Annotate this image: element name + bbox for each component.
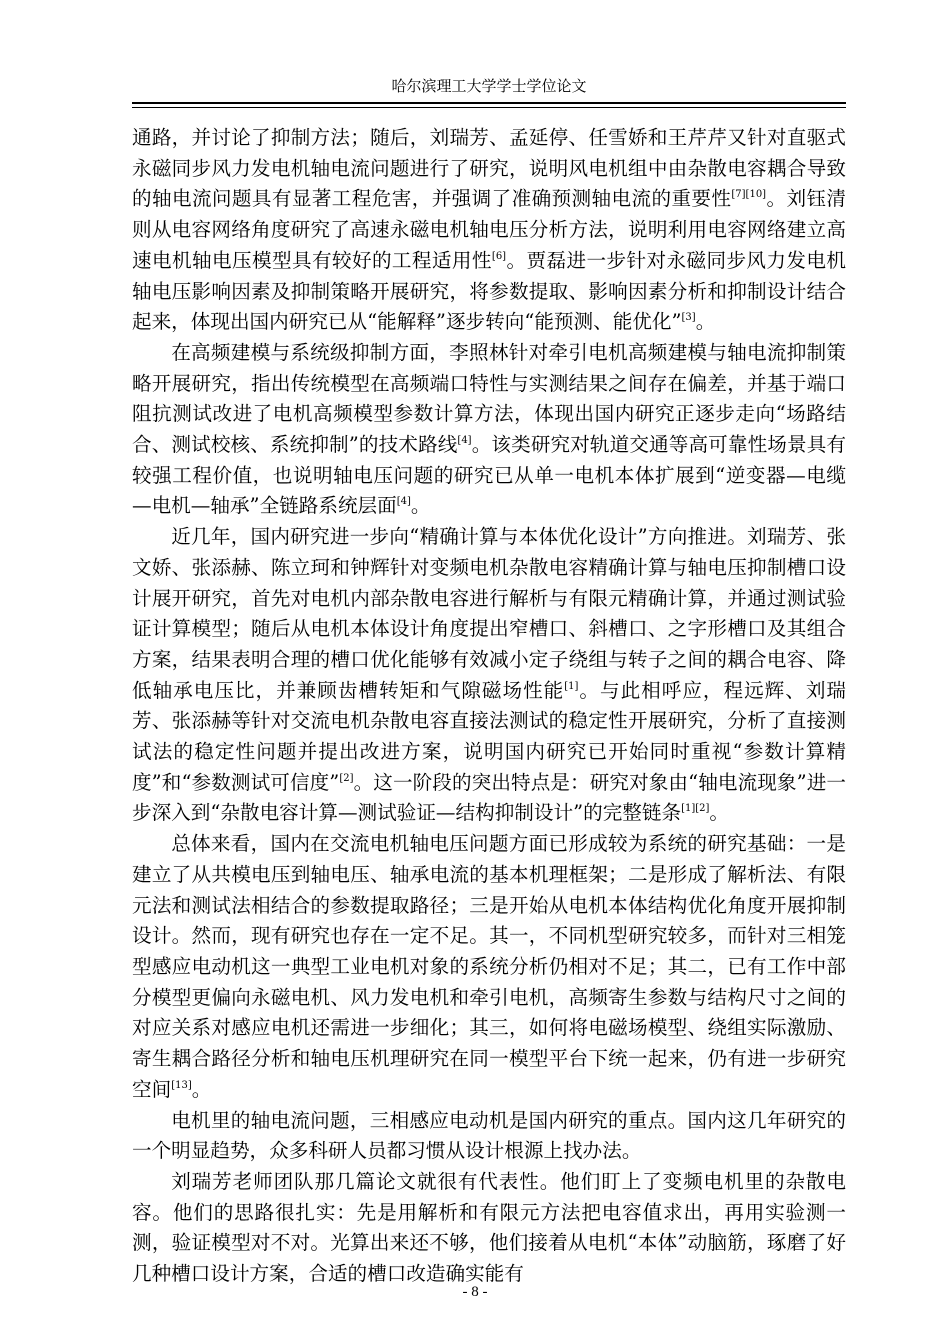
paragraph [132, 1167, 846, 1290]
paragraph-text: 总体来看，国内在交流电机轴电压问题方面已形成较为系统的研究基础：一是建立了从共模电压到轴电压、轴承电流的基本机理框架；二是形成了解析法、有限元法和测试法相结合的参数提取路径；三是开始从电机本体结构优化角度开展抑制设计。然而，现有研究也存在一定不足。其一，不同机型研究较多，而针对三相笼型感应电动机这一典型工业电机对象的系统分析仍相对不足；其二，已有工作中部分模型更偏向永磁电机、风力发电机和牵引电机，高频寄生参数与结构尺寸之间的对应关系对感应电机还需进一步细化；其三，如何将电磁场模型、绕组实际激励、寄生耦合路径分析和轴电压机理研究在同一模型平台下统一起来，仍有进一步研究空间 [132, 832, 846, 1101]
paragraph-text: 在高频建模与系统级抑制方面，李照林针对牵引电机高频建模与轴电流抑制策略开展研究，指出传统模型在高频端口特性与实测结果之间存在偏差，并基于端口阻抗测试改进了电机高频模型参数计算方法，体现出国内研究正逐步走向“场路结合、测试校核、系统抑制”的技术路线 [132, 340, 846, 457]
paragraph-text: 。 [191, 1077, 212, 1101]
citation-superscript: [7][10] [731, 189, 767, 201]
paragraph [132, 1106, 846, 1167]
citation-superscript: [3] [681, 312, 696, 324]
paragraph [132, 338, 846, 522]
paragraph [132, 123, 846, 338]
paragraph-text: 电机里的轴电流问题，三相感应电动机是国内研究的重点。国内这几年研究的一个明显趋势，众多科研人员都习惯从设计根源上找办法。 [132, 1108, 846, 1163]
paragraph-text: 通路，并讨论了抑制方法；随后，刘瑞芳、孟延停、任雪娇和王芹芹又针对直驱式永磁同步风力发电机轴电流问题进行了研究，说明风电机组中由杂散电容耦合导致的轴电流问题具有显著工程危害，并强调了准确预测轴电流的重要性 [132, 126, 846, 211]
page-number: - 8 - [462, 1284, 488, 1300]
citation-superscript: [4] [396, 496, 411, 508]
citation-superscript: [13] [171, 1079, 192, 1091]
paragraph-text: 。该类研究对轨道交通等高可靠性场景具有较强工程价值，也说明轴电压问题的研究已从单一电机本体扩展到“逆变器—电缆—电机—轴承”全链路系统层面 [132, 433, 846, 518]
citation-superscript: [1][2] [681, 803, 710, 815]
paragraph-text: 。 [695, 310, 716, 334]
paragraph [132, 522, 846, 829]
paragraph-text: 。这一阶段的突出特点是：研究对象由“轴电流现象”进一步深入到“杂散电容计算—测试验证—结构抑制设计”的完整链条 [132, 770, 846, 825]
running-header: 哈尔滨理工大学学士学位论文 [132, 74, 846, 104]
citation-superscript: [4] [457, 435, 472, 447]
paragraph-text: 。 [709, 801, 730, 825]
citation-superscript: [6] [491, 250, 507, 262]
body-text [132, 123, 846, 1290]
paragraph-text: 刘瑞芳老师团队那几篇论文就很有代表性。他们盯上了变频电机里的杂散电容。他们的思路很扎实：先是用解析和有限元方法把电容值求出，再用实验测一测，验证模型对不对。光算出来还不够，他们接着从电机“本体”动脑筋，琢磨了好几种槽口设计方案，合适的槽口改造确实能有 [132, 1169, 846, 1286]
citation-superscript: [1] [564, 680, 579, 692]
paragraph [132, 829, 846, 1105]
citation-superscript: [2] [339, 772, 354, 784]
paragraph-text: 。 [410, 494, 431, 518]
paragraph-text: 。与此相呼应，程远辉、刘瑞芳、张添赫等针对交流电机杂散电容直接法测试的稳定性开展研究，分析了直接测试法的稳定性问题并提出改进方案，说明国内研究已开始同时重视“参数计算精度”和“参数测试可信度” [132, 678, 847, 794]
paragraph-text: 近几年，国内研究进一步向“精确计算与本体优化设计”方向推进。刘瑞芳、张文娇、张添赫、陈立珂和钟辉针对变频电机杂散电容精确计算与轴电压抑制槽口设计展开研究，首先对电机内部杂散电容进行解析与有限元精确计算，并通过测试验证计算模型；随后从电机本体设计角度提出窄槽口、斜槽口、之字形槽口及其组合方案，结果表明合理的槽口优化能够有效减小定子绕组与转子之间的耦合电容、降低轴承电压比，并兼顾齿槽转矩和气隙磁场性能 [132, 525, 846, 702]
paragraph-text: 。刘钰清则从电容网络角度研究了高速永磁电机轴电压分析方法，说明利用电容网络建立高速电机轴电压模型具有较好的工程适用性 [132, 187, 847, 272]
paragraph-text: 。贾磊进一步针对永磁同步风力发电机轴电压影响因素及抑制策略开展研究，将参数提取、影响因素分析和抑制设计结合起来，体现出国内研究已从“能解释”逐步转向“能预测、能优化” [132, 248, 847, 334]
